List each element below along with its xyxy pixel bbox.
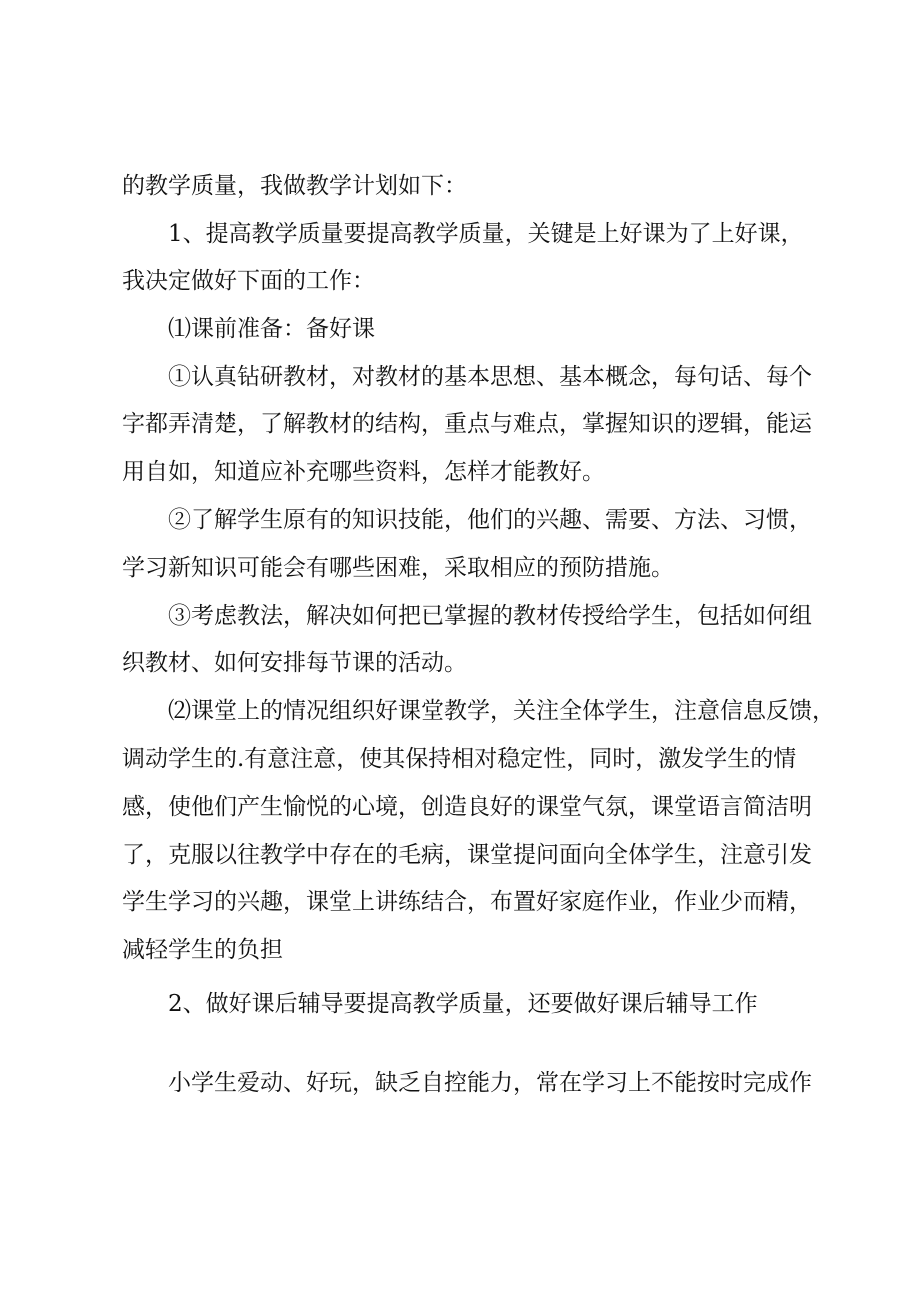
text-line-10: ③考虑教法，解决如何把已掌握的教材传授给学生，包括如何组 (168, 603, 812, 629)
text-line-9: 学习新知识可能会有哪些困难，采取相应的预防措施。 (122, 555, 674, 581)
text-line-1: 的教学质量，我做教学计划如下： (122, 173, 467, 199)
text-line-16: 学生学习的兴趣，课堂上讲练结合，布置好家庭作业，作业少而精， (122, 889, 812, 915)
text-line-18: 2、做好课后辅导要提高教学质量，还要做好课后辅导工作 (168, 991, 758, 1017)
text-line-5: ①认真钻研教材，对教材的基本思想、基本概念，每句话、每个 (168, 364, 812, 390)
text-line-3: 我决定做好下面的工作： (122, 268, 375, 294)
text-line-2: 1、提高教学质量要提高教学质量，关键是上好课为了上好课， (168, 221, 804, 247)
text-line-11: 织教材、如何安排每节课的活动。 (122, 650, 467, 676)
text-line-15: 了，克服以往教学中存在的毛病，课堂提问面向全体学生，注意引发 (122, 842, 812, 868)
text-line-13: 调动学生的.有意注意，使其保持相对稳定性，同时，激发学生的情 (122, 746, 797, 772)
text-line-4: ⑴课前准备：备好课 (168, 316, 375, 342)
text-line-14: 感，使他们产生愉悦的心境，创造良好的课堂气氛，课堂语言简洁明 (122, 794, 812, 820)
text-line-6: 字都弄清楚，了解教材的结构，重点与难点，掌握知识的逻辑，能运 (122, 411, 812, 437)
text-line-19: 小学生爱动、好玩，缺乏自控能力，常在学习上不能按时完成作 (168, 1070, 812, 1096)
text-line-17: 减轻学生的负担 (122, 937, 283, 963)
text-line-7: 用自如，知道应补充哪些资料，怎样才能教好。 (122, 459, 605, 485)
text-line-12: ⑵课堂上的情况组织好课堂教学，关注全体学生，注意信息反馈， (168, 698, 835, 724)
text-line-8: ②了解学生原有的知识技能，他们的兴趣、需要、方法、习惯， (168, 507, 812, 533)
